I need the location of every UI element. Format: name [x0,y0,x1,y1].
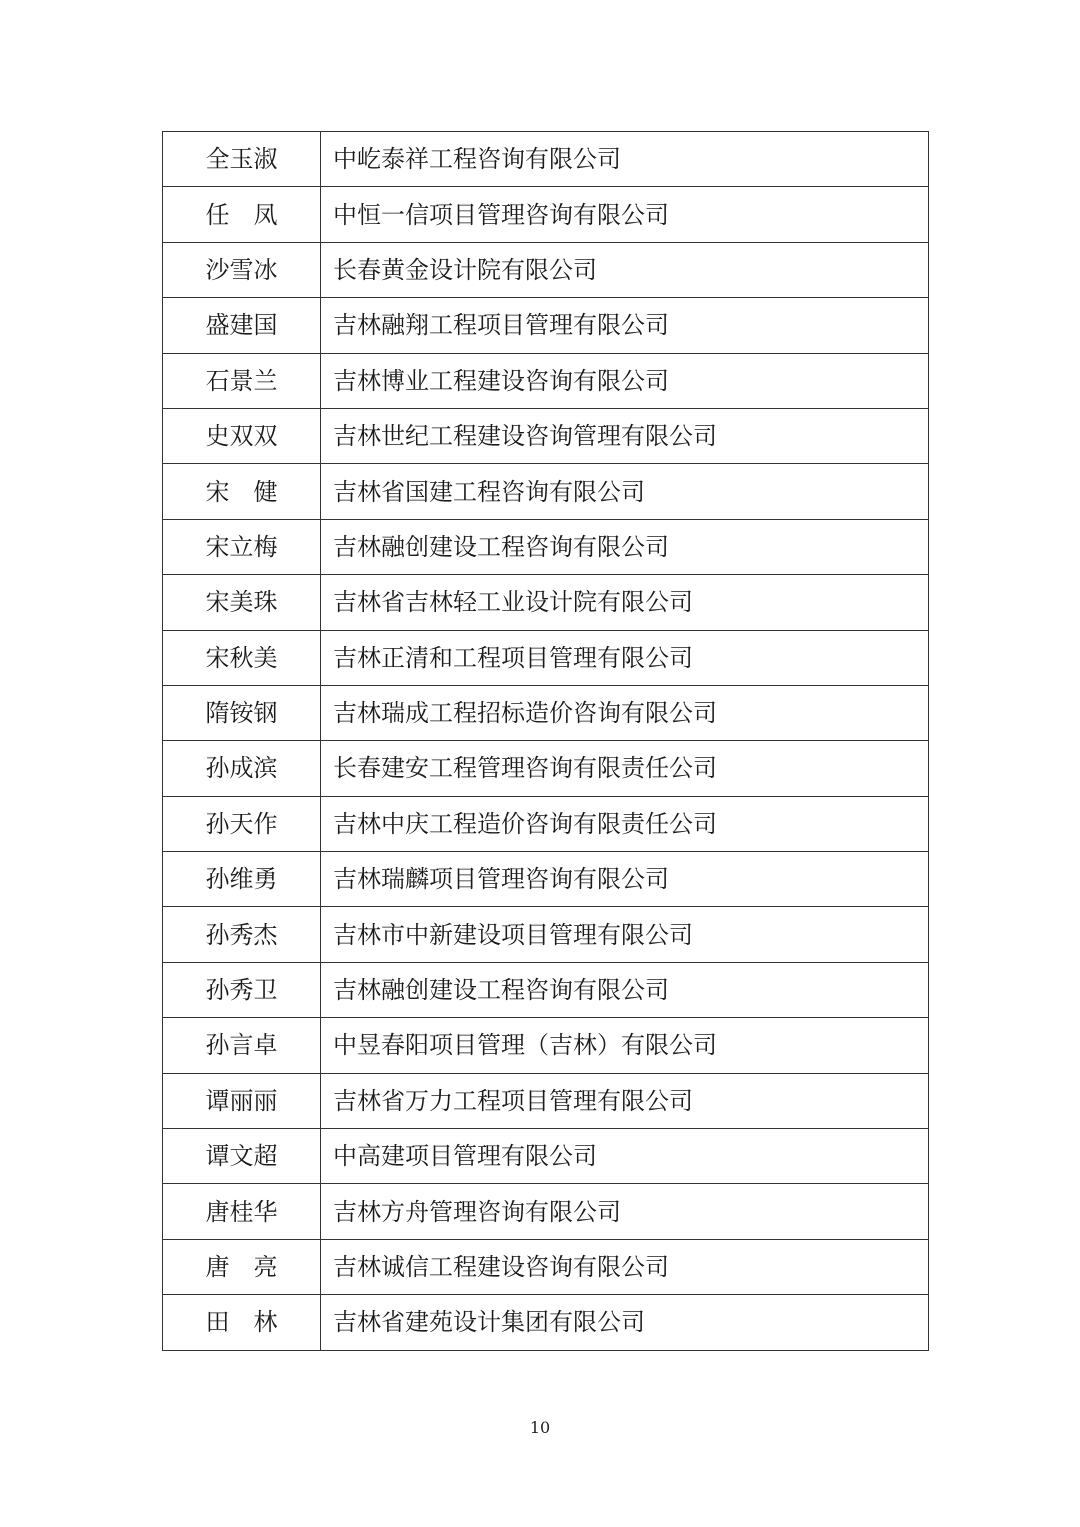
company-name-cell: 长春黄金设计院有限公司 [321,242,929,297]
person-name-cell: 宋美珠 [163,575,321,630]
table-row [163,1129,929,1184]
company-name-cell: 吉林省万力工程项目管理有限公司 [321,1073,929,1128]
table-row [163,852,929,907]
person-name-cell: 全玉淑 [163,132,321,187]
person-name-cell: 孙天作 [163,796,321,851]
table-row [163,132,929,187]
table-row [163,1018,929,1073]
table-row [163,187,929,242]
company-name-cell: 中昱春阳项目管理（吉林）有限公司 [321,1018,929,1073]
person-name-cell: 田 林 [163,1295,321,1350]
person-name-cell: 孙成滨 [163,741,321,796]
company-name-cell: 中恒一信项目管理咨询有限公司 [321,187,929,242]
table-row [163,242,929,297]
company-name-cell: 吉林博业工程建设咨询有限公司 [321,353,929,408]
table-row [163,1239,929,1294]
person-name-cell: 石景兰 [163,353,321,408]
table-row [163,519,929,574]
table-row [163,298,929,353]
company-name-cell: 中高建项目管理有限公司 [321,1129,929,1184]
table-row [163,408,929,463]
company-name-cell: 吉林中庆工程造价咨询有限责任公司 [321,796,929,851]
person-name-cell: 孙秀卫 [163,962,321,1017]
table-row [163,796,929,851]
person-name-cell: 盛建国 [163,298,321,353]
person-name-cell: 孙言卓 [163,1018,321,1073]
table-row [163,1184,929,1239]
company-name-cell: 吉林省国建工程咨询有限公司 [321,464,929,519]
page-number: 10 [529,1418,551,1437]
company-name-cell: 吉林融翔工程项目管理有限公司 [321,298,929,353]
person-name-cell: 唐桂华 [163,1184,321,1239]
person-name-cell: 沙雪冰 [163,242,321,297]
person-name-cell: 谭丽丽 [163,1073,321,1128]
company-name-cell: 吉林省建苑设计集团有限公司 [321,1295,929,1350]
table-row [163,1295,929,1350]
table-row [163,630,929,685]
table-row [163,741,929,796]
table-row [163,907,929,962]
person-name-cell: 谭文超 [163,1129,321,1184]
company-name-cell: 吉林融创建设工程咨询有限公司 [321,519,929,574]
person-name-cell: 孙维勇 [163,852,321,907]
person-name-cell: 任 凤 [163,187,321,242]
person-name-cell: 隋铵钢 [163,685,321,740]
company-name-cell: 吉林瑞成工程招标造价咨询有限公司 [321,685,929,740]
table-row [163,1073,929,1128]
person-name-cell: 史双双 [163,408,321,463]
personnel-table [162,131,929,1351]
table-row [163,353,929,408]
company-name-cell: 吉林瑞麟项目管理咨询有限公司 [321,852,929,907]
person-name-cell: 孙秀杰 [163,907,321,962]
person-name-cell: 宋 健 [163,464,321,519]
person-name-cell: 宋立梅 [163,519,321,574]
company-name-cell: 长春建安工程管理咨询有限责任公司 [321,741,929,796]
company-name-cell: 吉林市中新建设项目管理有限公司 [321,907,929,962]
table-row [163,575,929,630]
company-name-cell: 吉林方舟管理咨询有限公司 [321,1184,929,1239]
person-name-cell: 唐 亮 [163,1239,321,1294]
company-name-cell: 吉林诚信工程建设咨询有限公司 [321,1239,929,1294]
table-row [163,464,929,519]
person-name-cell: 宋秋美 [163,630,321,685]
table-row [163,685,929,740]
company-name-cell: 中屹泰祥工程咨询有限公司 [321,132,929,187]
company-name-cell: 吉林融创建设工程咨询有限公司 [321,962,929,1017]
company-name-cell: 吉林正清和工程项目管理有限公司 [321,630,929,685]
company-name-cell: 吉林省吉林轻工业设计院有限公司 [321,575,929,630]
company-name-cell: 吉林世纪工程建设咨询管理有限公司 [321,408,929,463]
table-row [163,962,929,1017]
